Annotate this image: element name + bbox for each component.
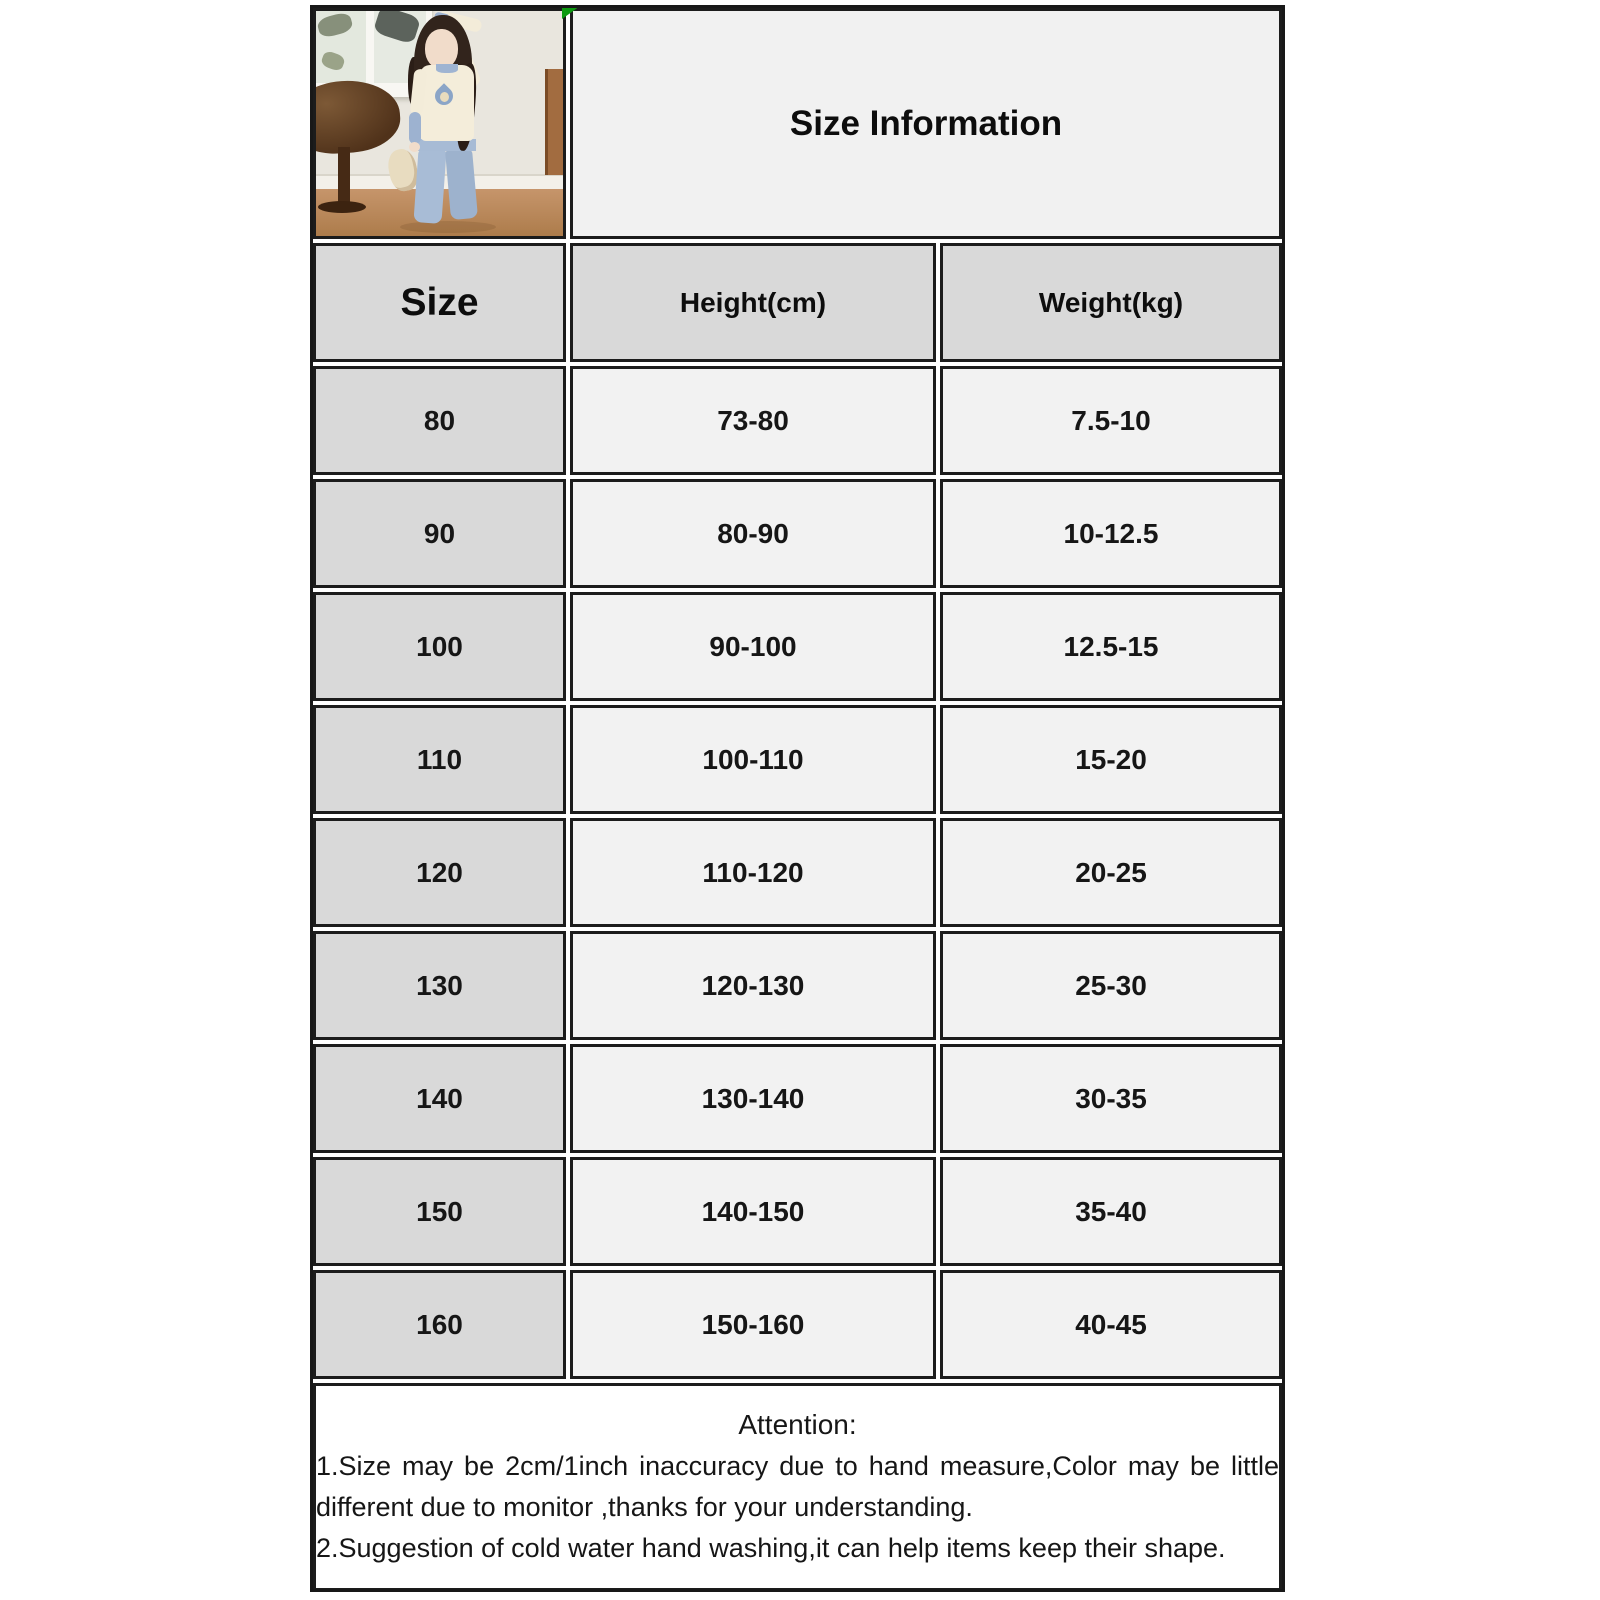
size-cell: 140 [313,1044,566,1153]
girl-collar [436,64,458,73]
column-header-height: Height(cm) [570,243,936,362]
size-cell: 110 [313,705,566,814]
table-row [313,705,1282,814]
girl-hand [409,142,420,152]
photo-scene [316,11,563,236]
weight-cell: 35-40 [940,1157,1282,1266]
table-row [313,931,1282,1040]
height-cell: 130-140 [570,1044,936,1153]
girl-lowered-forearm-cuff [409,112,421,144]
attention-row [313,1383,1282,1591]
height-cell: 110-120 [570,818,936,927]
size-cell: 150 [313,1157,566,1266]
weight-cell: 7.5-10 [940,366,1282,475]
height-cell: 120-130 [570,931,936,1040]
photo-girl [394,15,514,236]
table-row [313,818,1282,927]
girl-shirt-bear-graphic [440,92,449,102]
weight-cell: 12.5-15 [940,592,1282,701]
height-cell: 80-90 [570,479,936,588]
height-cell: 150-160 [570,1270,936,1379]
weight-cell: 20-25 [940,818,1282,927]
girl-face [425,29,458,69]
attention-note-1: 1.Size may be 2cm/1inch inaccuracy due to hand measure,Color may be little different due to monitor ,thanks for your understanding. [316,1450,1279,1522]
column-header-size: Size [313,243,566,362]
size-cell: 120 [313,818,566,927]
height-cell: 73-80 [570,366,936,475]
header-row [313,243,1282,362]
girl-shadow [400,221,496,233]
size-cell: 90 [313,479,566,588]
size-cell: 100 [313,592,566,701]
weight-cell: 10-12.5 [940,479,1282,588]
page-title: Size Information [570,8,1282,239]
table-row [313,1157,1282,1266]
girl-pants-left-leg [413,148,446,224]
photo-wood-table-leg [338,147,350,205]
photo-doorframe [545,69,563,175]
size-cell: 130 [313,931,566,1040]
table-row [313,1270,1282,1379]
table-row [313,1044,1282,1153]
weight-cell: 40-45 [940,1270,1282,1379]
table-row [313,479,1282,588]
weight-cell: 30-35 [940,1044,1282,1153]
product-photo [313,8,566,239]
attention-note-2: 2.Suggestion of cold water hand washing,it can help items keep their shape. [316,1532,1226,1563]
weight-cell: 15-20 [940,705,1282,814]
size-chart-panel [310,5,1285,1592]
size-chart-table [310,5,1285,1592]
table-row [313,366,1282,475]
column-header-weight: Weight(kg) [940,243,1282,362]
size-cell: 80 [313,366,566,475]
photo-wood-table-foot [318,201,366,213]
top-row [313,8,1282,239]
height-cell: 100-110 [570,705,936,814]
weight-cell: 25-30 [940,931,1282,1040]
height-cell: 90-100 [570,592,936,701]
size-cell: 160 [313,1270,566,1379]
table-row [313,592,1282,701]
attention-box [313,1383,1282,1591]
girl-pants-right-leg [445,148,478,220]
green-corner-marker-icon [562,5,583,19]
attention-label: Attention: [738,1409,857,1441]
height-cell: 140-150 [570,1157,936,1266]
